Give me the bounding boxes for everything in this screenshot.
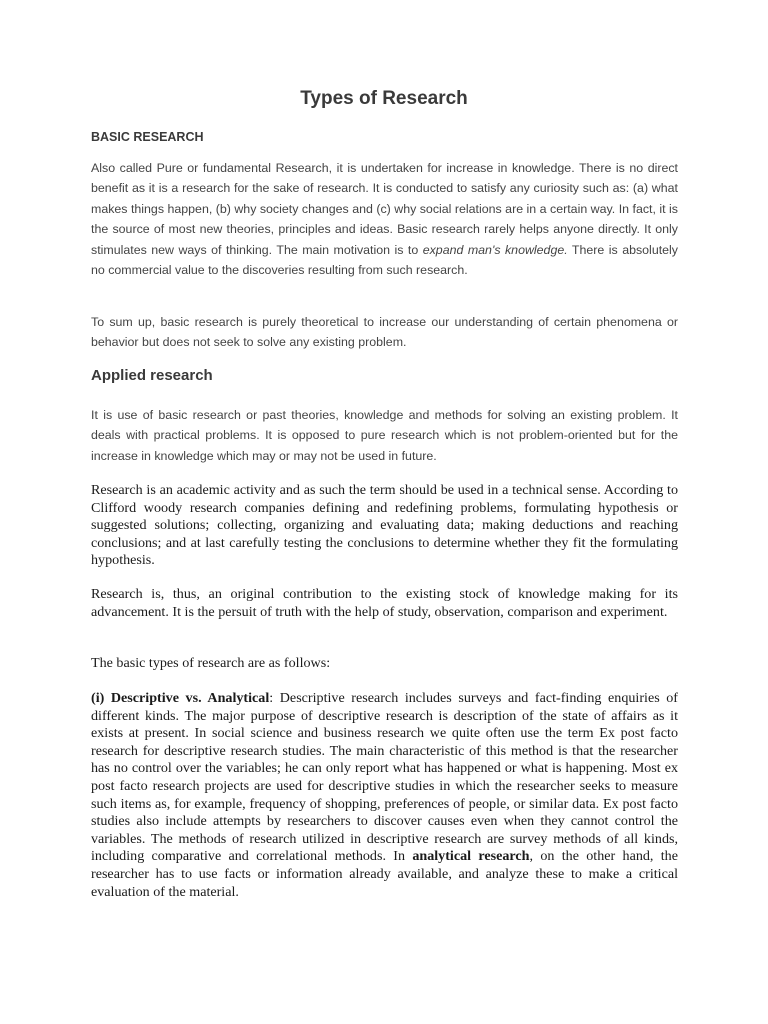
basic-research-p1-text-b: There is absolutely no commercial value to the discoveries resulting from such research. [91, 242, 678, 278]
descriptive-analytical-text-b: , on the other hand, the researcher has to use facts or information already available, and analyze these to make a critical evaluation of the material. [91, 848, 678, 900]
basic-research-paragraph-2: To sum up, basic research is purely theoretical to increase our understanding of certain phenomena or behavior but does not seek to solve any existing problem. [91, 315, 678, 350]
basic-research-heading: BASIC RESEARCH [91, 130, 204, 144]
descriptive-analytical-text-a: : Descriptive research includes surveys and fact-finding enquiries of different kinds. The major purpose of descriptive research is description of the state of affairs as it exists at present. In social science and business research we quite often use the term Ex post facto research for descriptive research studies. The main characteristic of this method is that the researcher has no control over the variables; he can only report what has happened or what is happening. Most ex post facto research projects are used for descriptive studies in which the researcher seeks to measure such items as, for example, frequency of shopping, preferences of people, or similar data. Ex post facto studies also include attempts by researchers to discover causes even when they cannot control the variables. The methods of research utilized in descriptive research are survey methods of all kinds, including comparative and correlational methods. In [91, 690, 678, 865]
basic-research-paragraph-1 [91, 158, 678, 280]
page-title: Types of Research [300, 88, 468, 109]
applied-research-heading: Applied research [91, 367, 213, 384]
research-definition-paragraph: Research is an academic activity and as such the term should be used in a technical sense. According to Clifford woody research companies defining and redefining problems, formulating hypothesis or suggested solutions; collecting, organizing and evaluating data; making deductions and reaching conclusions; and at last carefully testing the conclusions to determine whether they fit the formulating hypothesis. [91, 482, 678, 569]
analytical-research-term: analytical research [412, 848, 530, 865]
applied-research-paragraph: It is use of basic research or past theories, knowledge and methods for solving an existing problem. It deals with practical problems. It is opposed to pure research which is not problem-oriented but for the increase in knowledge which may or may not be used in future. [91, 408, 678, 463]
descriptive-analytical-paragraph [91, 690, 678, 901]
basic-research-p1-text-a: Also called Pure or fundamental Research, it is undertaken for increase in knowledge. There is no direct benefit as it is a research for the sake of research. It is conducted to satisfy any curiosity such as: (a) what makes things happen, (b) why society changes and (c) why social relations are in a certain way. In fact, it is the source of most new theories, principles and ideas. Basic research rarely helps anyone directly. It only stimulates new ways of thinking. The main motivation is to [91, 161, 678, 257]
research-contribution-paragraph: Research is, thus, an original contribution to the existing stock of knowledge making for its advancement. It is the persuit of truth with the help of study, observation, comparison and experiment. [91, 586, 678, 620]
basic-research-p1-emphasis: expand man's knowledge. [422, 242, 568, 257]
descriptive-analytical-lead: (i) Descriptive vs. Analytical [91, 690, 270, 706]
types-intro-paragraph: The basic types of research are as follows: [91, 655, 331, 671]
